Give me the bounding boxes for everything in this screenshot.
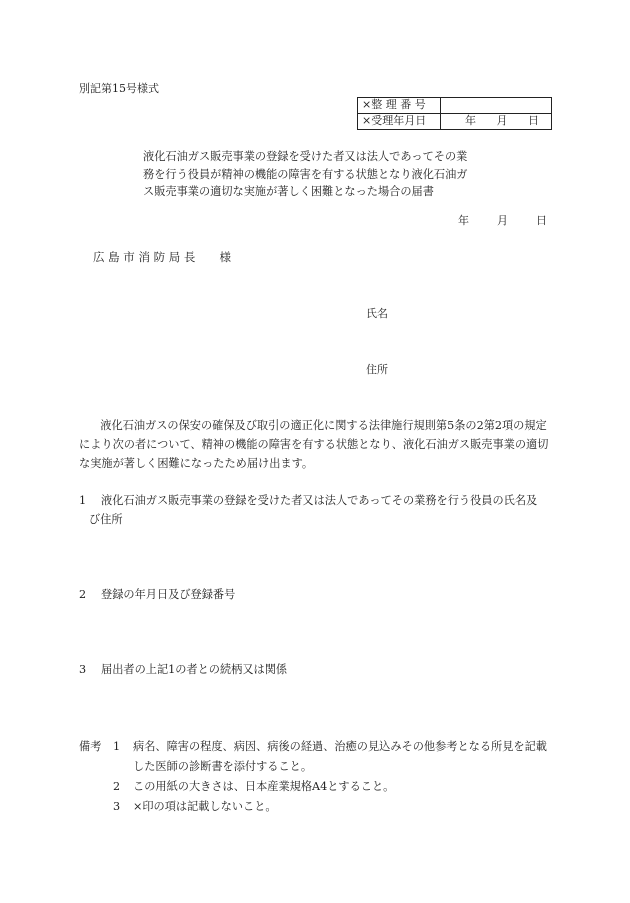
received-date-label: ×受理年月日 bbox=[358, 113, 441, 129]
received-day: 日 bbox=[528, 113, 539, 127]
note-text: 病名、障害の程度、病因、病後の経過、治癒の見込みその他参考となる所見を記載した医師の診断書を添付すること。 bbox=[133, 740, 547, 773]
item-2 bbox=[79, 585, 557, 604]
item-number: 2 bbox=[79, 588, 87, 601]
office-use-table bbox=[357, 97, 552, 130]
reference-number-label: ×整 理 番 号 bbox=[358, 98, 441, 114]
item-text: 届出者の上記1の者との続柄又は関係 bbox=[101, 663, 288, 676]
note-entry bbox=[79, 777, 557, 797]
notes-section bbox=[79, 737, 557, 817]
note-entry bbox=[79, 737, 557, 777]
item-3 bbox=[79, 660, 557, 679]
received-date-value[interactable] bbox=[441, 113, 552, 129]
applicant-name-label: 氏名 bbox=[366, 307, 388, 320]
title-line: 務を行う役員が精神の機能の障害を有する状態となり液化石油ガ bbox=[143, 167, 468, 181]
addressee-name: 広 島 市 消 防 局 長 bbox=[93, 250, 196, 264]
received-year: 年 bbox=[465, 113, 476, 127]
title-line: 液化石油ガス販売事業の登録を受けた者又は法人であってその業 bbox=[143, 150, 468, 163]
note-number: 2 bbox=[113, 780, 121, 793]
note-number: 1 bbox=[113, 740, 121, 753]
reference-number-value[interactable] bbox=[441, 98, 552, 114]
item-text: 登録の年月日及び登録番号 bbox=[101, 588, 236, 601]
note-text: ×印の項は記載しないこと。 bbox=[133, 800, 277, 813]
item-1 bbox=[79, 491, 557, 529]
notes-heading: 備考 bbox=[79, 740, 102, 753]
submission-month: 月 bbox=[497, 214, 508, 227]
item-text: 液化石油ガス販売事業の登録を受けた者又は法人であってその業務を行う役員の氏名及 bbox=[101, 494, 538, 507]
document-title bbox=[143, 148, 493, 201]
addressee bbox=[93, 250, 231, 266]
reference-number-row bbox=[358, 98, 552, 114]
title-line: ス販売事業の適切な実施が著しく困難となった場合の届書 bbox=[143, 185, 434, 198]
submission-day: 日 bbox=[536, 214, 547, 227]
applicant-address-label: 住所 bbox=[366, 363, 388, 376]
item-text-continued: び住所 bbox=[89, 513, 123, 526]
note-entry bbox=[79, 797, 557, 817]
submission-date bbox=[458, 214, 547, 229]
addressee-honorific: 様 bbox=[219, 250, 231, 264]
submission-year: 年 bbox=[458, 214, 469, 227]
received-month: 月 bbox=[496, 113, 508, 127]
note-text: この用紙の大きさは、日本産業規格A4とすること。 bbox=[133, 780, 395, 793]
body-paragraph: 液化石油ガスの保安の確保及び取引の適正化に関する法律施行規則第5条の2第2項の規定により次の者について、精神の機能の障害を有する状態となり、液化石油ガス販売事業の適切な実施が著しく困難になったため届け出ます。 bbox=[79, 419, 549, 470]
received-date-row bbox=[358, 113, 552, 129]
item-number: 3 bbox=[79, 663, 87, 676]
item-number: 1 bbox=[79, 494, 87, 507]
note-number: 3 bbox=[113, 800, 121, 813]
form-label: 別記第15号様式 bbox=[79, 82, 159, 95]
